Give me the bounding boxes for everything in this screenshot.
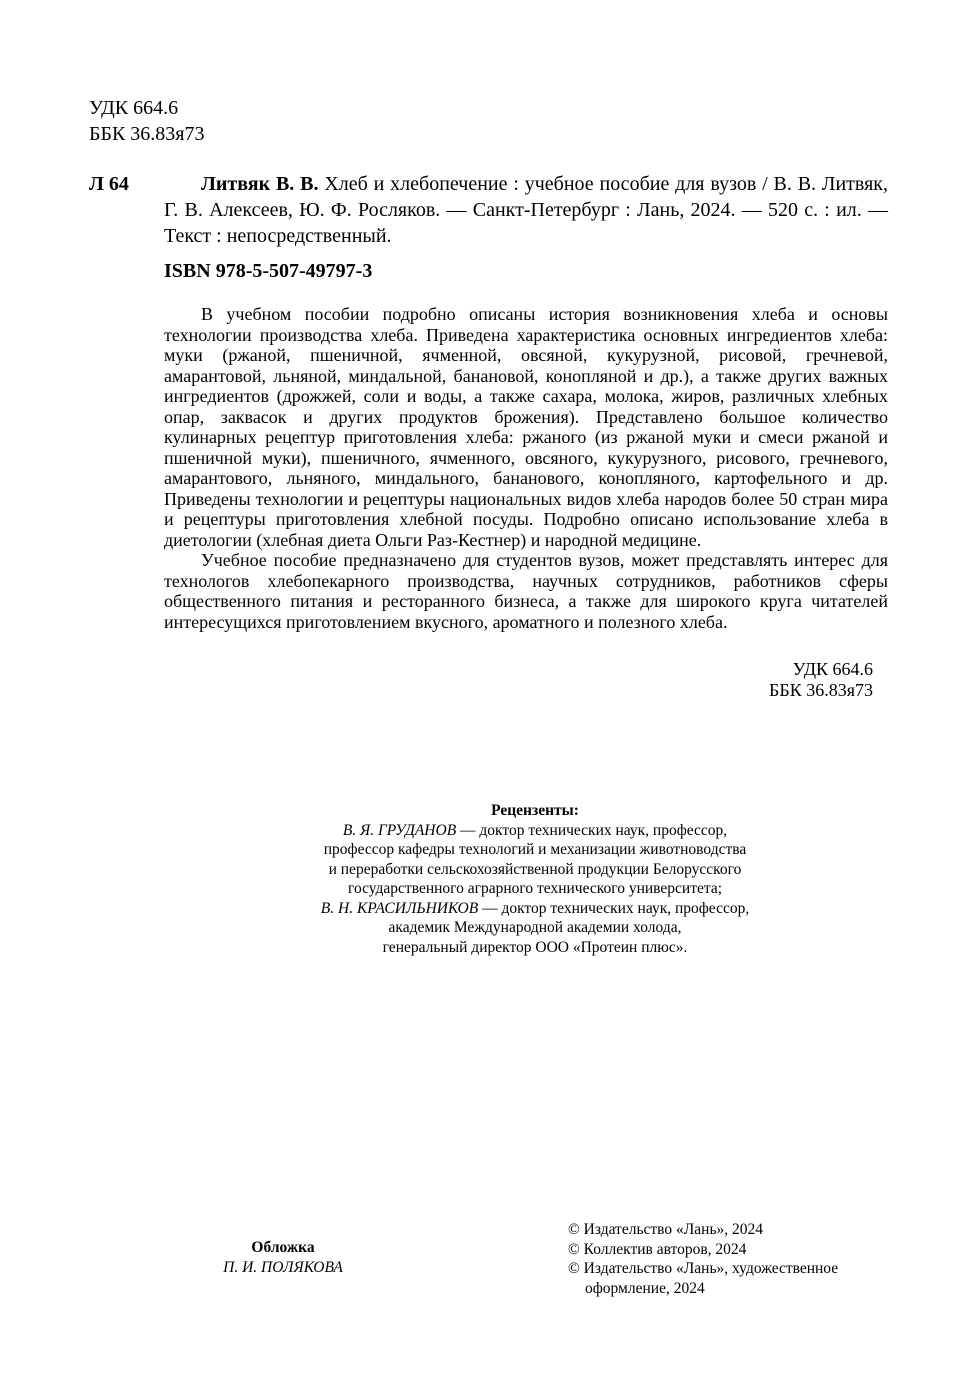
udk-code: УДК 664.6 — [89, 97, 179, 119]
udk-code: УДК 664.6 — [792, 659, 873, 679]
copyright-line: оформление, 2024 — [585, 1279, 705, 1297]
cover-title: Обложка — [251, 1239, 315, 1256]
reviewer-line: В. Я. ГРУДАНОВ — доктор технических наук, профессор, — [342, 821, 728, 839]
annotation-paragraph: Учебное пособие предназначено для студентов вузов, может представлять интерес для технологов хлебопекарного производства, научных сотрудников, работников сферы общественного питания и ресторанного бизнеса, а также для широкого круга читателей интересущихся приготовлением вкусного, ароматного и полезного хлеба. — [164, 550, 888, 632]
reviewer-line: государственного аграрного технического университета; — [347, 880, 723, 897]
reviewer-line: В. Н. КРАСИЛЬНИКОВ — доктор технических наук, профессор, — [320, 899, 750, 917]
reviewers-block — [230, 801, 840, 957]
reviewer-line: профессор кафедры технологий и механизации животноводства — [323, 841, 747, 858]
copyright-block — [568, 1220, 888, 1298]
copyright-line: © Издательство «Лань», художественное — [568, 1260, 839, 1277]
annotation-classification-codes — [700, 659, 873, 700]
annotation-paragraph: В учебном пособии подробно описаны история возникновения хлеба и основы технологии производства хлеба. Приведена характеристика основных ингредиентов хлеба: муки (ржаной, пшеничной, ячменной, овсяной, кукурузной, рисовой, гречневой, амарантовой, льняной, миндальной, банановой, конопляной и др.), а также других важных ингредиентов (дрожжей, соли и воды, а также сахара, молока, жиров, различных хлебных опар, заквасок и других продуктов брожения). Представлено большое количество кулинарных рецептур приготовления хлеба: ржаного (из ржаной муки и смеси ржаной и пшеничной муки), пшеничного, ячменного, овсяного, кукурузного, рисового, гречневого, амарантового, льняного, миндального, бананового, конопляного, картофельного и др. Приведены технологии и рецептуры национальных видов хлеба народов более 50 стран мира и рецептуры приготовления хлебной посуды. Подробно описано использование хлеба в диетологии (хлебная диета Ольги Раз-Кестнер) и народной медицине. — [164, 304, 888, 550]
annotation — [164, 304, 888, 632]
author-catalog-code: Л 64 — [89, 173, 129, 195]
author-heading: Литвяк В. В. — [201, 173, 319, 195]
copyright-line: © Коллектив авторов, 2024 — [568, 1240, 747, 1258]
bbk-code: ББК 36.83я73 — [769, 679, 873, 700]
reviewer-name: В. Н. КРАСИЛЬНИКОВ — [320, 899, 479, 917]
header-classification-codes — [89, 95, 205, 147]
cover-credit — [190, 1238, 376, 1277]
isbn: ISBN 978-5-507-49797-3 — [164, 260, 373, 282]
reviewer-line: генеральный директор ООО «Протеин плюс». — [382, 938, 688, 956]
reviewer-name: В. Я. ГРУДАНОВ — [342, 821, 457, 839]
reviewers-title: Рецензенты: — [491, 802, 579, 819]
bibliographic-description: Хлеб и хлебопечение : учебное пособие для вузов / В. В. Литвяк, Г. В. Алексеев, Ю. Ф. Росляков. — Санкт-Петербург : Лань, 2024. — 520 с. : ил. — Текст : непосредственный. — [164, 173, 888, 247]
copyright-line: © Издательство «Лань», 2024 — [568, 1221, 764, 1238]
cover-artist-name: П. И. ПОЛЯКОВА — [223, 1258, 343, 1276]
bbk-code: ББК 36.83я73 — [89, 123, 205, 145]
reviewer-line: и переработки сельскохозяйственной продукции Белорусского — [328, 860, 742, 878]
reviewer-line: академик Международной академии холода, — [388, 919, 682, 936]
bibliographic-record — [164, 171, 888, 249]
